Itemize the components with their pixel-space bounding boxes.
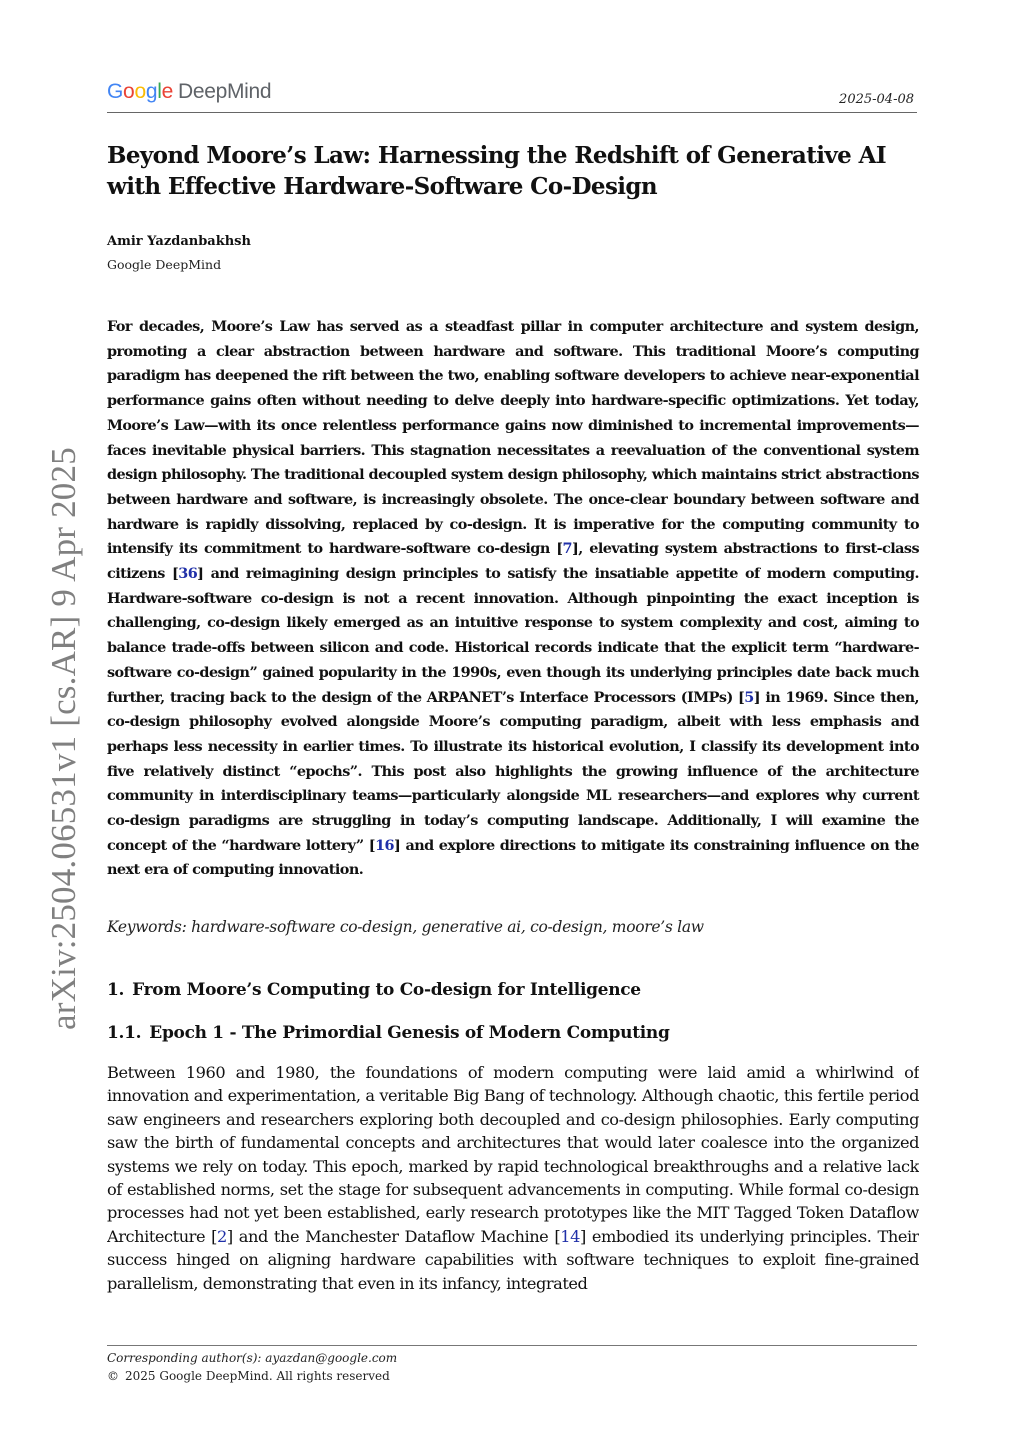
arxiv-identifier: arXiv:2504.06531v1 [cs.AR] 9 Apr 2025	[44, 447, 83, 1030]
body-paragraph: Between 1960 and 1980, the foundations of modern computing were laid amid a whirlwind of innovation and experimentation, a veritable Big Bang of technology. Although chaotic, this fertile period saw engineers and researchers exploring both decoupled and co-design philosophies. Early computing saw the birth of fundamental concepts and architectures that would later coalesce into the organized systems we rely on today. This epoch, marked by rapid technological breakthroughs and a relative lack of established norms, set the stage for subsequent advancements in computing. While formal co-design processes had not yet been established, early research prototypes like the MIT Tagged Token Dataflow Architecture [2] and the Manchester Dataflow Machine [14] embodied its underlying principles. Their success hinged on aligning hardware capabilities with software techniques to exploit fine-grained parallelism, demonstrating that even in its infancy, integrated	[107, 1063, 919, 1293]
citation-link[interactable]: 14	[560, 1226, 580, 1246]
copyright-notice: © 2025 Google DeepMind. All rights reserved	[107, 1369, 390, 1383]
subsection-heading: 1.1. Epoch 1 - The Primordial Genesis of Modern Computing	[107, 1023, 670, 1043]
citation-link[interactable]: 5	[744, 688, 754, 706]
citation-link[interactable]: 36	[178, 565, 198, 583]
publication-date: 2025-04-08	[839, 92, 914, 107]
copyright-icon: ©	[107, 1369, 119, 1383]
paper-title: Beyond Moore’s Law: Harnessing the Redshift of Generative AI with Effective Hardware-Software Co-Design	[107, 142, 886, 200]
author-name: Amir Yazdanbakhsh	[107, 234, 251, 249]
section-heading: 1. From Moore’s Computing to Co-design for Intelligence	[107, 980, 641, 1000]
footer-divider	[107, 1345, 917, 1346]
abstract: For decades, Moore’s Law has served as a steadfast pillar in computer architecture and system design, promoting a clear abstraction between hardware and software. This traditional Moore’s computing paradigm has deepened the rift between the two, enabling software developers to achieve near-exponential performance gains often without needing to delve deeply into hardware-specific optimizations. Yet today, Moore’s Law—with its once relentless performance gains now diminished to incremental improvements—faces inevitable physical barriers. This stagnation necessitates a reevaluation of the conventional system design philosophy. The traditional decoupled system design philosophy, which maintains strict abstractions between hardware and software, is increasingly obsolete. The once-clear boundary between software and hardware is rapidly dissolving, replaced by co-design. It is imperative for the computing community to intensify its commitment to hardware-software co-design [7], elevating system abstractions to first-class citizens [36] and reimagining design principles to satisfy the insatiable appetite of modern computing. Hardware-software co-design is not a recent innovation. Although pinpointing the exact inception is challenging, co-design likely emerged as an intuitive response to system complexity and cost, aiming to balance trade-offs between silicon and code. Historical records indicate that the explicit term “hardware-software co-design” gained popularity in the 1990s, even though its underlying principles date back much further, tracing back to the design of the ARPANET’s Interface Processors (IMPs) [5] in 1969. Since then, co-design philosophy evolved alongside Moore’s computing paradigm, albeit with less emphasis and perhaps less necessity in earlier times. To illustrate its historical evolution, I classify its development into five relatively distinct “epochs”. This post also highlights the growing influence of the architecture community in interdisciplinary teams—particularly alongside ML researchers—and explores why current co-design paradigms are struggling in today’s computing landscape. Additionally, I will examine the concept of the “hardware lottery” [16] and explore directions to mitigate its constraining influence on the next era of computing innovation.	[107, 318, 920, 879]
header-divider	[107, 112, 917, 113]
citation-link[interactable]: 16	[375, 836, 395, 854]
citation-link[interactable]: 7	[562, 540, 572, 558]
google-deepmind-logo: Google DeepMind	[107, 80, 272, 103]
author-affiliation: Google DeepMind	[107, 257, 222, 272]
keywords: Keywords: hardware-software co-design, generative ai, co-design, moore’s law	[107, 918, 704, 936]
corresponding-author: Corresponding author(s): ayazdan@google.com	[107, 1351, 398, 1365]
citation-link[interactable]: 2	[217, 1226, 227, 1246]
